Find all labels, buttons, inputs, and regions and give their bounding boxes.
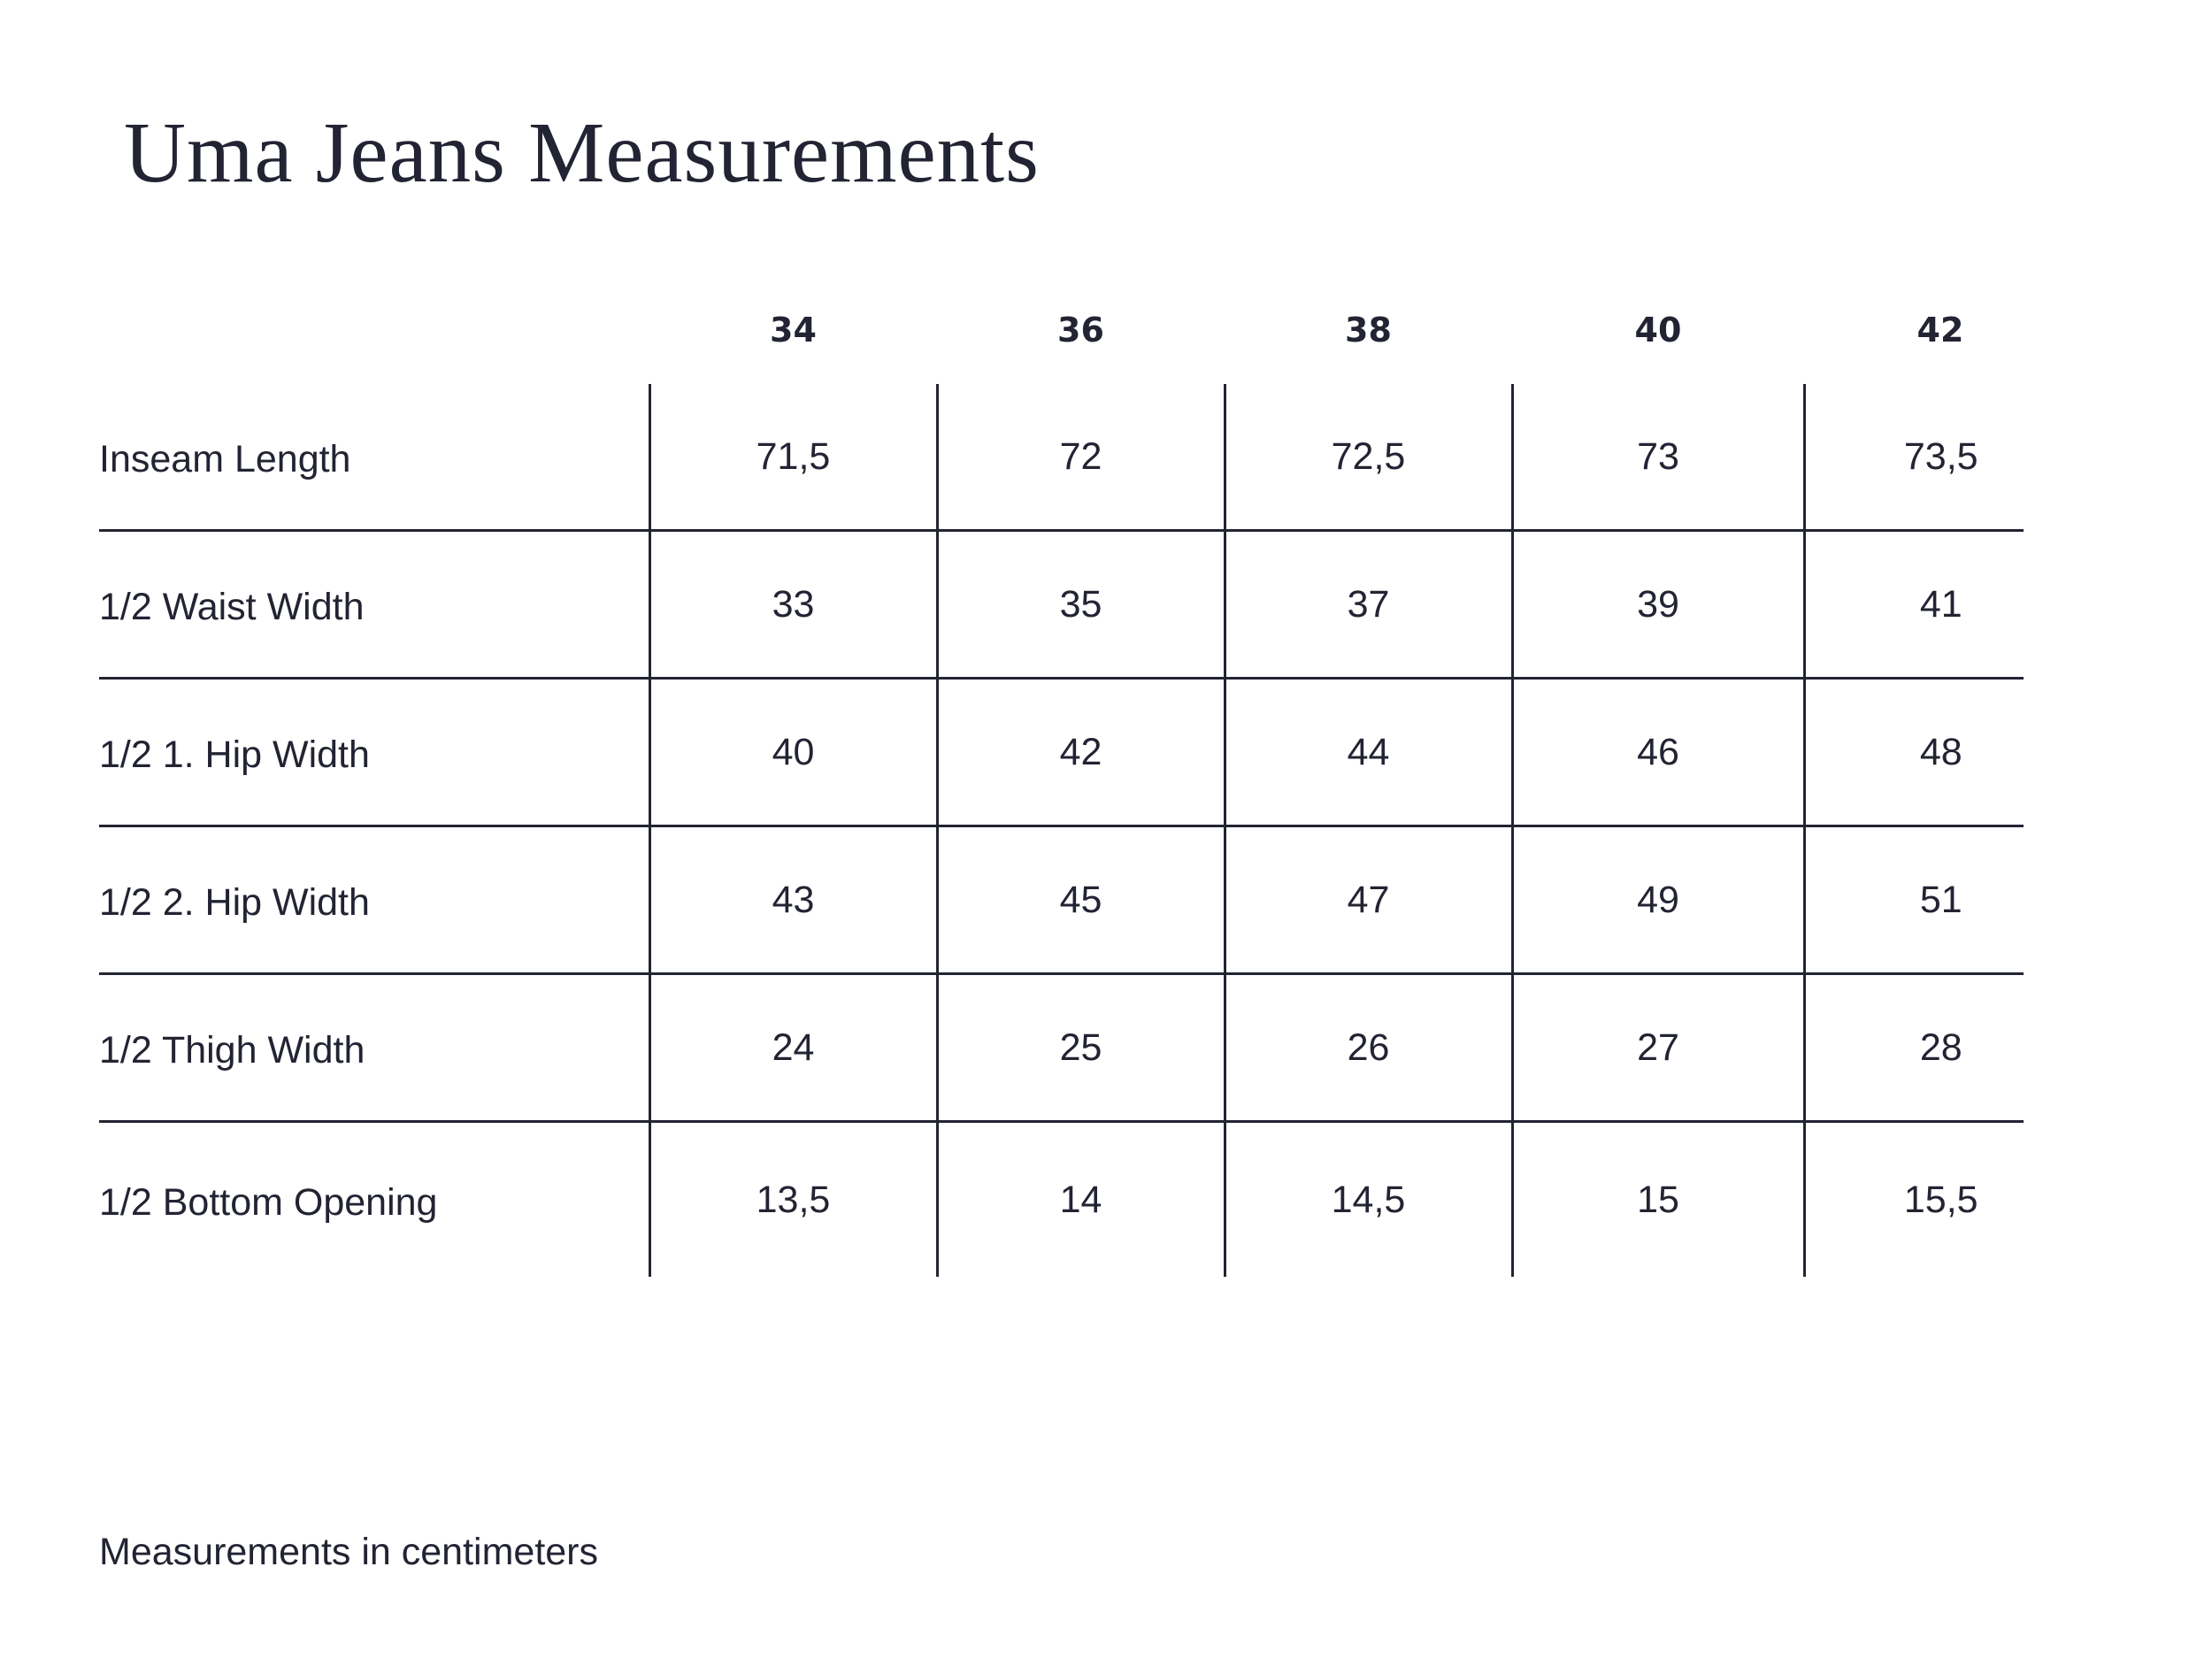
table-row — [99, 1122, 2024, 1278]
row-label: 1/2 Waist Width — [99, 531, 649, 679]
units-footnote: Measurements in centimeters — [99, 1531, 598, 1573]
table-row — [99, 679, 2024, 826]
size-header: 40 — [1634, 311, 1682, 349]
measurement-cell: 15,5 — [1804, 1122, 2024, 1278]
size-header: 34 — [770, 311, 817, 349]
size-header-row — [99, 276, 2024, 384]
size-header: 38 — [1345, 311, 1392, 349]
row-label: 1/2 Thigh Width — [99, 974, 649, 1122]
measurement-cell: 39 — [1512, 531, 1804, 679]
size-chart-table — [99, 276, 2024, 1277]
measurement-cell: 40 — [649, 679, 937, 826]
size-header: 42 — [1916, 311, 1964, 349]
header-corner-cell — [99, 276, 649, 384]
measurement-cell: 13,5 — [649, 1122, 937, 1278]
measurement-cell: 51 — [1804, 826, 2024, 974]
measurement-cell: 73 — [1512, 384, 1804, 531]
table-row — [99, 974, 2024, 1122]
measurement-cell: 44 — [1225, 679, 1512, 826]
measurement-cell: 37 — [1225, 531, 1512, 679]
size-header: 36 — [1057, 311, 1104, 349]
measurement-cell: 72 — [937, 384, 1225, 531]
row-label: 1/2 Bottom Opening — [99, 1180, 438, 1224]
measurement-cell: 24 — [649, 974, 937, 1122]
measurement-cell: 71,5 — [649, 384, 937, 531]
measurement-cell: 73,5 — [1804, 384, 2024, 531]
measurement-cell: 48 — [1804, 679, 2024, 826]
measurement-cell: 27 — [1512, 974, 1804, 1122]
measurement-cell: 14 — [937, 1122, 1225, 1278]
measurement-cell: 41 — [1804, 531, 2024, 679]
measurement-cell: 47 — [1225, 826, 1512, 974]
measurement-cell: 42 — [937, 679, 1225, 826]
measurement-cell: 45 — [937, 826, 1225, 974]
measurement-cell: 46 — [1512, 679, 1804, 826]
table-row — [99, 384, 2024, 531]
measurement-cell: 49 — [1512, 826, 1804, 974]
row-label: 1/2 1. Hip Width — [99, 679, 649, 826]
measurement-cell: 26 — [1225, 974, 1512, 1122]
table-row — [99, 531, 2024, 679]
measurement-cell: 35 — [937, 531, 1225, 679]
measurement-cell: 33 — [649, 531, 937, 679]
measurement-cell: 28 — [1804, 974, 2024, 1122]
measurement-cell: 43 — [649, 826, 937, 974]
table-row — [99, 826, 2024, 974]
measurement-cell: 25 — [937, 974, 1225, 1122]
row-label: Inseam Length — [99, 384, 649, 531]
measurement-cell: 15 — [1512, 1122, 1804, 1278]
page-title: Uma Jeans Measurements — [124, 105, 1040, 200]
row-label: 1/2 2. Hip Width — [99, 826, 649, 974]
measurement-cell: 14,5 — [1225, 1122, 1512, 1278]
measurement-cell: 72,5 — [1225, 384, 1512, 531]
